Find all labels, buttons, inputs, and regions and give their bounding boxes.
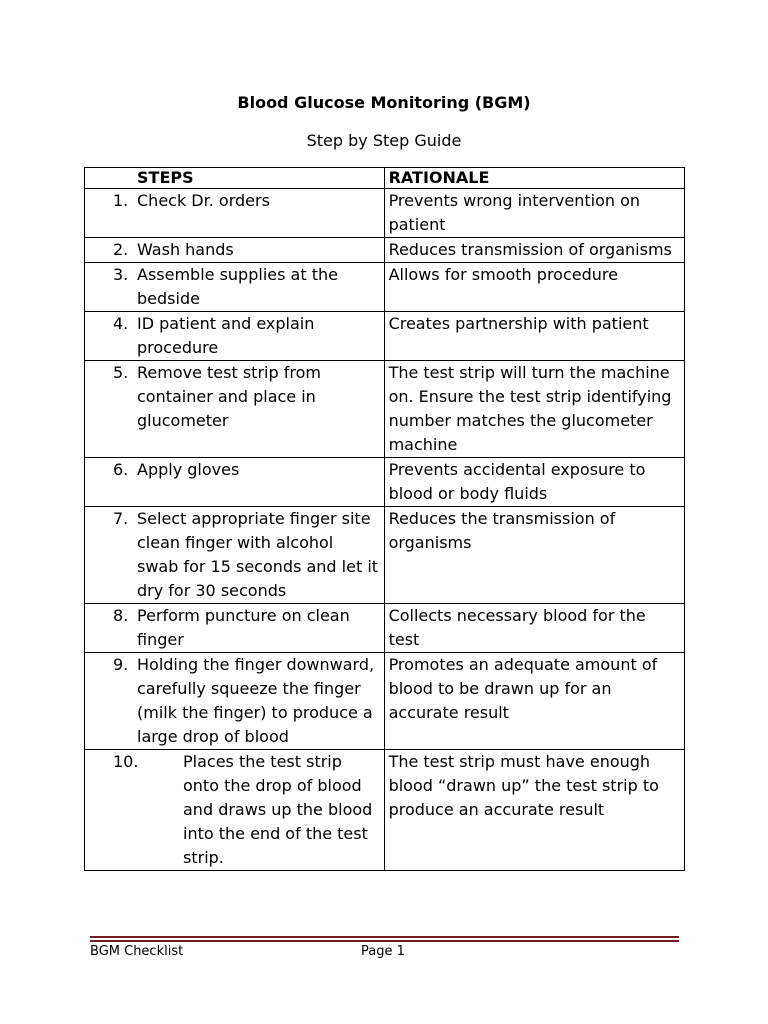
- step-cell: [85, 507, 385, 604]
- step-number: 10.: [113, 752, 139, 771]
- steps-table: [84, 167, 685, 871]
- step-cell: [85, 263, 385, 312]
- step-cell: [85, 653, 385, 750]
- step-text: Check Dr. orders: [137, 191, 270, 210]
- rationale-cell: Prevents wrong intervention on patient: [384, 189, 684, 238]
- step-text: Assemble supplies at the bedside: [137, 265, 338, 308]
- step-cell: [85, 750, 385, 871]
- rationale-cell: Creates partnership with patient: [384, 312, 684, 361]
- rationale-cell: Reduces transmission of organisms: [384, 238, 684, 263]
- rationale-cell: The test strip will turn the machine on. Ensure the test strip identifying number matches the glucometer machine: [384, 361, 684, 458]
- step-number: 5.: [113, 363, 129, 382]
- step-number: 6.: [113, 460, 129, 479]
- step-text: Perform puncture on clean finger: [137, 606, 350, 649]
- document-title: Blood Glucose Monitoring (BGM): [237, 93, 531, 112]
- step-cell: [85, 238, 385, 263]
- footer-rule-bottom: [90, 940, 679, 942]
- step-cell: [85, 604, 385, 653]
- footer-rule: [90, 936, 679, 942]
- step-text: Places the test strip onto the drop of blood and draws up the blood into the end of the test strip.: [183, 752, 373, 867]
- table-row: [85, 312, 685, 361]
- table-row: [85, 458, 685, 507]
- rationale-cell: The test strip must have enough blood “drawn up” the test strip to produce an accurate result: [384, 750, 684, 871]
- step-number: 2.: [113, 240, 129, 259]
- rationale-cell: Collects necessary blood for the test: [384, 604, 684, 653]
- header-rationale: RATIONALE: [384, 168, 684, 189]
- rationale-cell: Allows for smooth procedure: [384, 263, 684, 312]
- rationale-cell: Prevents accidental exposure to blood or body fluids: [384, 458, 684, 507]
- table-row: [85, 238, 685, 263]
- footer-label: BGM Checklist: [90, 944, 184, 959]
- step-cell: [85, 189, 385, 238]
- step-text: Wash hands: [137, 240, 234, 259]
- table-row: [85, 750, 685, 871]
- step-text: Select appropriate finger site clean finger with alcohol swab for 15 seconds and let it dry for 30 seconds: [137, 509, 379, 600]
- table-row: [85, 263, 685, 312]
- table-row: [85, 507, 685, 604]
- step-number: 1.: [113, 191, 129, 210]
- step-number: 3.: [113, 265, 129, 284]
- table-row: [85, 653, 685, 750]
- step-number: 9.: [113, 655, 129, 674]
- step-text: Holding the finger downward, carefully squeeze the finger (milk the finger) to produce a large drop of blood: [137, 655, 375, 746]
- rationale-cell: Promotes an adequate amount of blood to be drawn up for an accurate result: [384, 653, 684, 750]
- step-number: 7.: [113, 509, 129, 528]
- step-text: Remove test strip from container and place in glucometer: [137, 363, 321, 430]
- page-number: Page 1: [361, 944, 405, 959]
- step-text: ID patient and explain procedure: [137, 314, 315, 357]
- table-row: [85, 604, 685, 653]
- step-text: Apply gloves: [137, 460, 240, 479]
- step-cell: [85, 458, 385, 507]
- footer-rule-top: [90, 936, 679, 938]
- table-header-row: [85, 168, 685, 189]
- header-steps: STEPS: [85, 168, 385, 189]
- table-row: [85, 361, 685, 458]
- step-number: 8.: [113, 606, 129, 625]
- document-subtitle: Step by Step Guide: [306, 131, 462, 150]
- table-row: [85, 189, 685, 238]
- step-cell: [85, 312, 385, 361]
- step-cell: [85, 361, 385, 458]
- step-number: 4.: [113, 314, 129, 333]
- rationale-cell: Reduces the transmission of organisms: [384, 507, 684, 604]
